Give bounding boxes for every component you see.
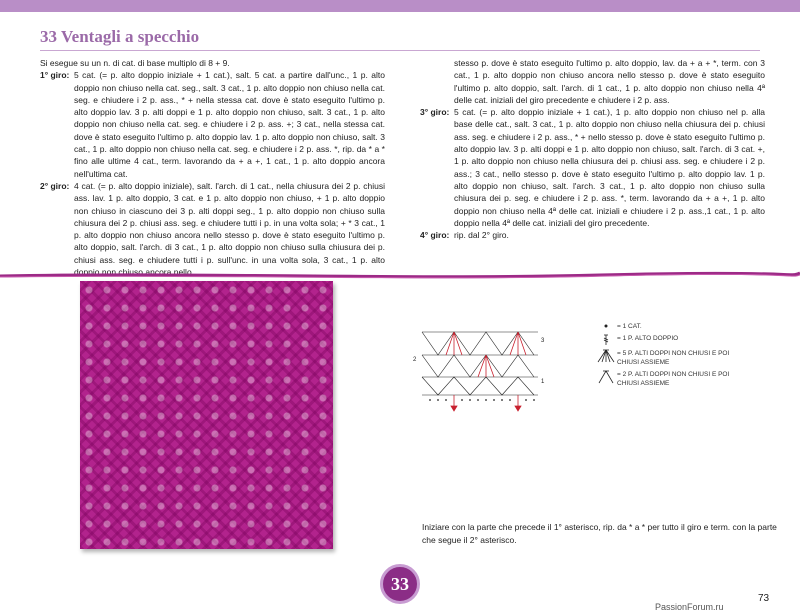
row-text: rip. dal 2° giro.	[454, 230, 509, 241]
watermark: PassionForum.ru	[655, 602, 724, 612]
instructions-right-column	[420, 57, 765, 241]
continuation-text: stesso p. dove è stato eseguito l'ultimo p. alto doppio, lav. da + a + *, term. con 3 cat., 1 p. alto doppio non chiuso ancora nello stesso p. dove è stato eseguito l'ultimo p. alto doppio, salt. l'arch. di 1 cat., 1 p. alto doppio non chiuso nella 4ª delle cat. iniziali del giro precedente e chiudere i 2 p. ass.	[454, 58, 765, 105]
legend-item	[595, 349, 735, 367]
stitch-diagram	[410, 320, 550, 415]
double-crochet-icon	[595, 334, 617, 346]
row-label: 1° giro:	[40, 70, 70, 81]
footnote-text: Iniziare con la parte che precede il 1° asterisco, rip. da * a * per tutto il giro e term. con la parte che segue il 2° asterisco.	[422, 522, 777, 545]
page-number: 73	[758, 593, 770, 604]
stitch-legend	[595, 322, 735, 391]
two-together-icon	[595, 370, 617, 384]
legend-text: = 1 CAT.	[617, 323, 642, 330]
title-divider	[40, 50, 760, 51]
diagram-row-number: 3	[541, 338, 545, 344]
row-label-spacer	[420, 57, 454, 106]
instruction-row-2	[40, 180, 385, 278]
dot-icon	[595, 322, 617, 330]
row-label: 4° giro:	[420, 230, 450, 241]
diagram-row-number: 1	[541, 379, 545, 385]
instructions-left-column	[40, 57, 385, 278]
row-label: 3° giro:	[420, 107, 450, 118]
continuation-row	[420, 57, 765, 106]
page-title: 33 Ventagli a specchio	[40, 27, 200, 46]
five-together-icon	[595, 349, 617, 363]
legend-text: = 1 P. ALTO DOPPIO	[617, 335, 679, 342]
row-label: 2° giro:	[40, 180, 70, 191]
legend-item	[595, 334, 735, 346]
legend-item	[595, 322, 735, 331]
row-text: 5 cat. (= p. alto doppio iniziale + 1 cat.), 1 p. alto doppio non chiuso nel p. alla base delle cat., salt. 3 cat., 1 p. alto doppio non chiuso nella chiusura dei p. chiusi ass. seg. e chiudere i 2 p. ass., * + nello stesso p. dove è stato eseguito l'ultimo p. alto doppio lav. 3 p. alti doppi e 1 p. alto doppio non chiuso, salt. l'arch. di 3 cat. +, 1 p. alto doppio non chiuso nella chiusura dei p. chiusi ass. seg. e chiudere i 2 p. ass.; 3 cat., nello stesso p. dove è stato eseguito l'ultimo p. alto doppio lav. 1 p. alto doppio non chiuso, salt. l'arch. 3 cat., 1 p. alto doppio non chiuso sulla chiusura dei p. seg. e chiudere i 2 p. ass. *, term. lavorando da + a +, 1 p. alto doppio non chiuso nella 4ª delle cat. iniziali e chiudere i 2 p. ass.,1 cat., 1 p. alto doppio nella 4ª delle cat. iniziali del giro precedente.	[454, 107, 765, 228]
legend-text: = 2 P. ALTI DOPPI NON CHIUSI E POI CHIUSI ASSIEME	[617, 371, 730, 387]
diagram-row-number: 2	[413, 357, 417, 363]
legend-text: = 5 P. ALTI DOPPI NON CHIUSI E POI CHIUSI ASSIEME	[617, 350, 730, 366]
instruction-row-1	[40, 69, 385, 180]
instruction-row-4	[420, 229, 765, 241]
legend-item	[595, 370, 735, 388]
top-color-bar	[0, 0, 800, 12]
intro-text: Si esegue su un n. di cat. di base multiplo di 8 + 9.	[40, 58, 230, 68]
crochet-swatch-photo	[80, 281, 333, 549]
pattern-number-badge: 33	[380, 564, 420, 604]
row-text: 4 cat. (= p. alto doppio iniziale), salt. l'arch. di 1 cat., nella chiusura dei 2 p. chiusi ass. lav. 1 p. alto doppio, 3 cat. e 1 p. alto doppio non chiuso, + 1 p. alto doppio non chiuso in ciascuno dei 3 p. alti doppi seg., 1 p. alto doppio non chiuso sulla chiusura dei 2 p. chiusi ass. seg. e chiudere tutti i p. in una volta sola; + * 3 cat., 1 p. alto doppio non chiuso ancora nello stesso p. dove è stato eseguito l'ultimo p. alto doppio, salt. l'arch. di 3 cat., 1 p. alto doppio non chiuso sulla chiusura dei p. chiusi ass. seg. e chiudere tutti i p. sull'unc. in una volta sola, 3 cat., 1 p. alto doppio non chiuso ancora nello	[74, 180, 385, 278]
row-text: 5 cat. (= p. alto doppio iniziale + 1 cat.), salt. 5 cat. a partire dall'unc., 1 p. alto doppio non chiuso nella cat. seg., salt. 3 cat., 1 p. alto doppio non chiuso nella cat. seg. e chiudere i 2 p. ass., * + nella stessa cat. dove è stato eseguito l'ultimo p. alto doppio lav. 3 p. alti doppi e 1 p. alto doppio non chiuso, salt. 3 cat., 1 p. alto doppio non chiuso nella cat. seg. e chiudere i 2 p. ass. +; 3 cat., nella stessa cat. dove è stato eseguito l'ultimo p. alto doppio lav. 1 p. alto doppio non chiuso, salt. 3 cat., 1 p. alto doppio non chiuso nella cat. seg. e chiudere i 2 p. ass. *, rip. da * a * fino alle ultime 4 cat., term. lavorando da + a +, 1 cat., 1 p. alto doppio ancora nell'ultima cat.	[74, 70, 385, 179]
instruction-row-3	[420, 106, 765, 229]
